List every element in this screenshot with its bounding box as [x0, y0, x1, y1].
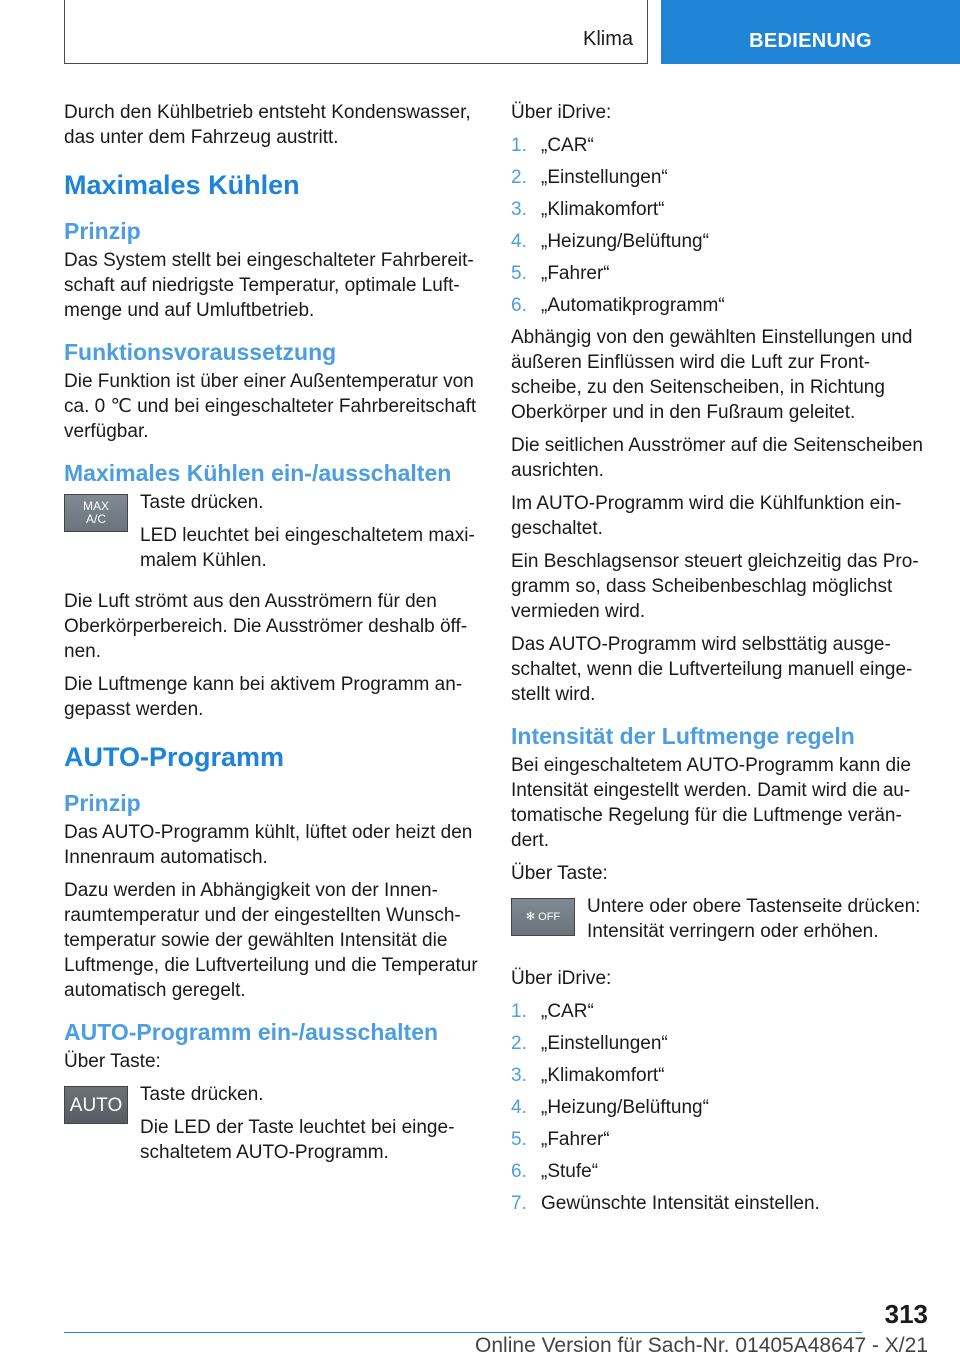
left-column: [64, 100, 484, 1173]
header-chapter-tab: BEDIENUNG: [661, 0, 960, 64]
list-item: [511, 1095, 931, 1120]
list-text: „Klimakomfort“: [541, 1065, 665, 1086]
list-number: 7.: [511, 1193, 527, 1214]
fan-icon: ✻ OFF: [525, 910, 561, 923]
list-item: [511, 1191, 931, 1216]
list-number: 2.: [511, 167, 527, 188]
list-text: „CAR“: [541, 135, 594, 156]
paragraph: Das AUTO-Programm wird selbsttätig ausgeschaltet, wenn die Luftverteilung manuell eingestellt wird.: [511, 634, 913, 705]
subheading-intensity: Intensität der Luftmenge regeln: [511, 723, 855, 749]
list-text: „Automatikprogramm“: [541, 295, 725, 316]
list-text: „Fahrer“: [541, 1129, 610, 1150]
list-number: 4.: [511, 1097, 527, 1118]
subheading-principle: Prinzip: [64, 218, 141, 244]
paragraph: Das AUTO-Programm kühlt, lüftet oder heizt den Innenraum automatisch.: [64, 822, 473, 868]
paragraph: Das System stellt bei eingeschalteter Fahrbereitschaft auf niedrigste Temperatur, optimale Luftmenge und auf Umluftbetrieb.: [64, 250, 474, 321]
header-box: [64, 0, 648, 64]
paragraph: Über Taste:: [511, 863, 608, 884]
paragraph: Im AUTO-Programm wird die Kühlfunktion eingeschaltet.: [511, 493, 902, 539]
paragraph: Durch den Kühlbetrieb entsteht Kondenswasser, das unter dem Fahrzeug austritt.: [64, 102, 471, 148]
list-text: Gewünschte Intensität einstellen.: [541, 1193, 820, 1214]
paragraph: Dazu werden in Abhängigkeit von der Innenraumtemperatur und der eingestellten Wunschtemperatur sowie der gewählten Intensität die Luftmenge, die Luftverteilung und die Temperatur automatisch geregelt.: [64, 880, 478, 1001]
fan-instruction: [511, 894, 931, 954]
heading-auto-program: AUTO-Programm: [64, 742, 285, 772]
idrive-steps-list: [511, 999, 931, 1216]
list-text: „Einstellungen“: [541, 167, 668, 188]
paragraph: Über Taste:: [64, 1051, 161, 1072]
list-item: [511, 229, 931, 254]
list-text: „Heizung/Belüftung“: [541, 231, 709, 252]
subheading-requirement: Funktionsvoraussetzung: [64, 339, 337, 365]
footer-divider: [64, 1332, 862, 1333]
subheading-max-onoff: Maximales Kühlen ein-/ausschalten: [64, 460, 452, 486]
list-item: [511, 293, 931, 318]
subheading-principle: Prinzip: [64, 790, 141, 816]
list-item: [511, 197, 931, 222]
paragraph: Die LED der Taste leuchtet bei eingeschaltetem AUTO-Programm.: [140, 1117, 455, 1163]
list-number: 5.: [511, 1129, 527, 1150]
list-text: „Stufe“: [541, 1161, 599, 1182]
list-text: „Heizung/Belüftung“: [541, 1097, 709, 1118]
paragraph: LED leuchtet bei eingeschaltetem maximalem Kühlen.: [140, 525, 475, 571]
fan-button-icon: [511, 898, 575, 936]
list-number: 3.: [511, 199, 527, 220]
list-item: [511, 165, 931, 190]
list-item: [511, 1063, 931, 1088]
list-item: [511, 1031, 931, 1056]
paragraph: Taste drücken.: [140, 492, 264, 513]
paragraph: Die Luftmenge kann bei aktivem Programm angepasst werden.: [64, 674, 463, 720]
paragraph: Ein Beschlagsensor steuert gleichzeitig das Programm so, dass Scheibenbeschlag möglichst vermieden wird.: [511, 551, 919, 622]
idrive-steps-list: [511, 133, 931, 318]
paragraph: Die Luft strömt aus den Ausströmern für den Oberkörperbereich. Die Ausströmer deshalb öffnen.: [64, 591, 468, 662]
paragraph: Die seitlichen Ausströmer auf die Seitenscheiben ausrichten.: [511, 435, 923, 481]
list-number: 1.: [511, 135, 527, 156]
paragraph: Taste drücken.: [140, 1084, 264, 1105]
paragraph: Untere oder obere Tastenseite drücken: Intensität verringern oder erhöhen.: [587, 896, 921, 942]
max-ac-button-icon: MAX A/C: [64, 494, 128, 532]
list-text: „Fahrer“: [541, 263, 610, 284]
list-item: [511, 1127, 931, 1152]
paragraph: Abhängig von den gewählten Einstellungen und äußeren Einflüssen wird die Luft zur Frontscheibe, zu den Seitenscheiben, in Richtung Oberkörper und in den Fußraum geleitet.: [511, 327, 913, 423]
paragraph: Über iDrive:: [511, 968, 612, 989]
list-number: 6.: [511, 295, 527, 316]
list-number: 3.: [511, 1065, 527, 1086]
subheading-auto-onoff: AUTO-Programm ein-/ausschalten: [64, 1019, 439, 1045]
list-item: [511, 999, 931, 1024]
list-number: 5.: [511, 263, 527, 284]
page-number: 313: [884, 1299, 928, 1329]
list-text: „Klimakomfort“: [541, 199, 665, 220]
max-ac-instruction: [64, 490, 484, 573]
list-number: 4.: [511, 231, 527, 252]
list-number: 6.: [511, 1161, 527, 1182]
paragraph: Über iDrive:: [511, 102, 612, 123]
footer-version: Online Version für Sach-Nr. 01405A48647 - X/21: [475, 1334, 928, 1357]
list-text: „CAR“: [541, 1001, 594, 1022]
header-section-title: Klima: [582, 28, 633, 50]
list-text: „Einstellungen“: [541, 1033, 668, 1054]
list-item: [511, 1159, 931, 1184]
list-number: 1.: [511, 1001, 527, 1022]
list-number: 2.: [511, 1033, 527, 1054]
list-item: [511, 261, 931, 286]
paragraph: Bei eingeschaltetem AUTO-Programm kann die Intensität eingestellt werden. Damit wird die automatische Regelung für die Luftmenge verändert.: [511, 755, 911, 851]
list-item: [511, 133, 931, 158]
auto-button-icon: AUTO: [64, 1086, 128, 1124]
paragraph: Die Funktion ist über einer Außentemperatur von ca. 0 ℃ und bei eingeschalteter Fahrbereitschaft verfügbar.: [64, 371, 477, 442]
heading-max-cooling: Maximales Kühlen: [64, 170, 300, 200]
right-column: [511, 100, 931, 1223]
auto-instruction: [64, 1082, 484, 1165]
